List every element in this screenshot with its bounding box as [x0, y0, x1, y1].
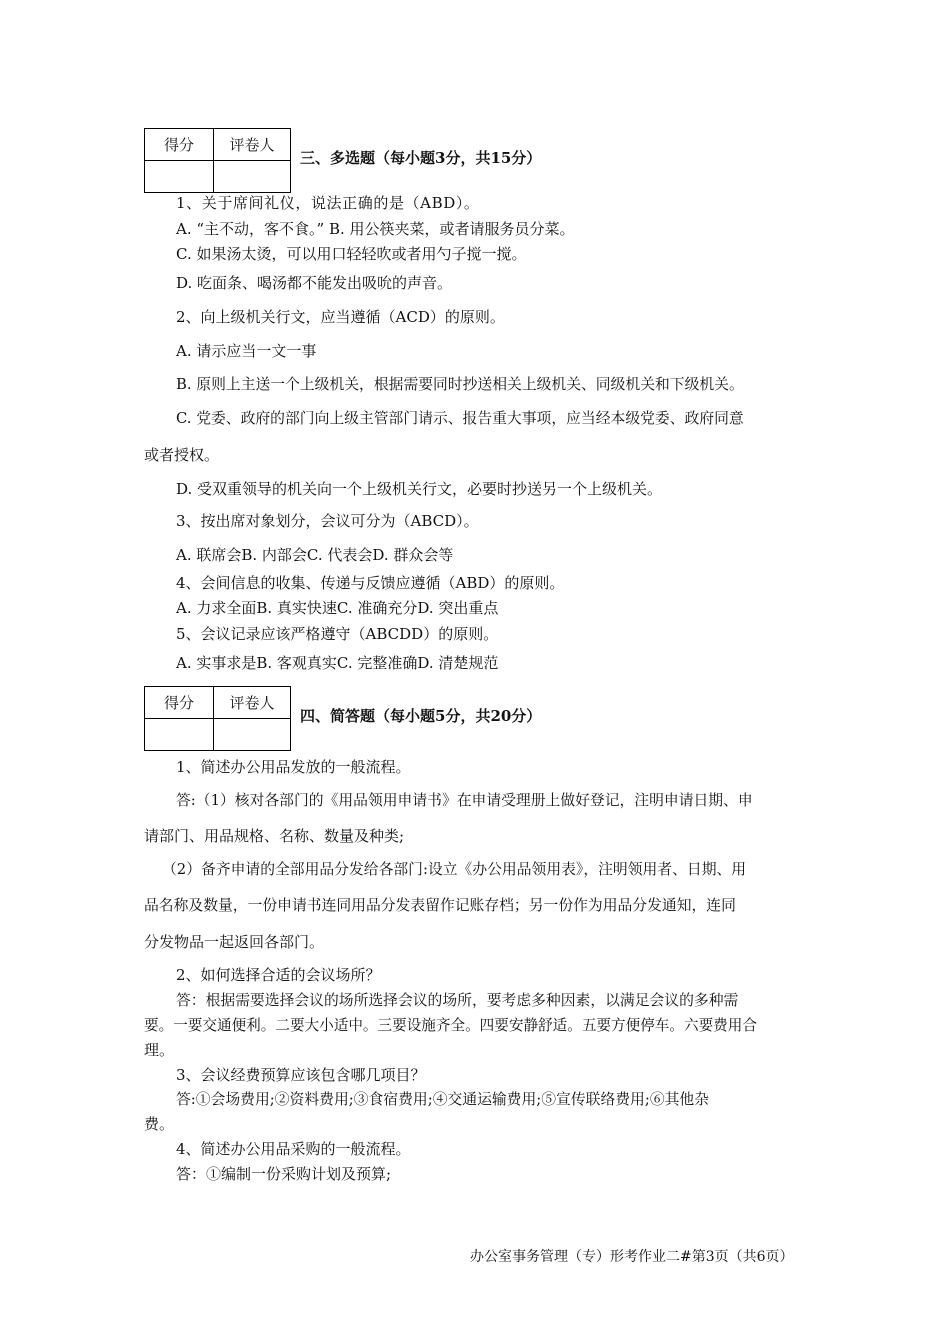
page-footer: 办公室事务管理（专）形考作业二#第3页（共6页）: [470, 1249, 794, 1265]
s3-line-11: 3、按出席对象划分，会议可分为（ABCD）。: [176, 512, 479, 530]
s3-line-8: C. 党委、政府的部门向上级主管部门请示、报告重大事项，应当经本级党委、政府同意: [176, 410, 744, 427]
grader-cell: [214, 719, 291, 751]
s4-line-5: 品名称及数量，一份申请书连同用品分发表留作记账存档；另一份作为用品分发通知，连同: [144, 897, 736, 914]
section3-title: 三、多选题（每小题3分，共15分）: [300, 149, 542, 167]
s4-line-7: 2、如何选择合适的会议场所？: [176, 966, 381, 984]
s3-line-2: A. “主不动，客不食。” B. 用公筷夹菜，或者请服务员分菜。: [176, 220, 575, 238]
s4-line-8: 答：根据需要选择会议的场所选择会议的场所，要考虑多种因素，以满足会议的多种需: [176, 992, 739, 1009]
score-cell: [145, 719, 214, 751]
s4-line-1: 1、简述办公用品发放的一般流程。: [176, 758, 411, 776]
s3-line-4: D. 吃面条、喝汤都不能发出吸吮的声音。: [176, 274, 453, 292]
s3-line-16: A. 实事求是B. 客观真实C. 完整准确D. 清楚规范: [176, 654, 499, 672]
grader-header: 评卷人: [214, 129, 291, 161]
s4-line-6: 分发物品一起返回各部门。: [144, 933, 325, 951]
score-header: 得分: [145, 129, 214, 161]
s4-line-2: 答:（1）核对各部门的《用品领用申请书》在申请受理册上做好登记，注明申请日期、申: [176, 792, 753, 809]
s4-line-14: 4、简述办公用品采购的一般流程。: [176, 1140, 411, 1158]
grader-cell: [214, 161, 291, 193]
s4-line-11: 3、会议经费预算应该包含哪几项目？: [176, 1066, 426, 1084]
s4-line-12: 答:①会场费用;②资料费用;③食宿费用;④交通运输费用;⑤宣传联络费用;⑥其他杂: [176, 1091, 710, 1108]
s4-line-15: 答：①编制一份采购计划及预算;: [176, 1165, 392, 1183]
s3-line-10: D. 受双重领导的机关向一个上级机关行文，必要时抄送另一个上级机关。: [176, 480, 663, 498]
s3-line-6: A. 请示应当一文一事: [176, 342, 317, 360]
s3-line-5: 2、向上级机关行文，应当遵循（ACD）的原则。: [176, 308, 505, 326]
s3-line-7: B. 原则上主送一个上级机关，根据需要同时抄送相关上级机关、同级机关和下级机关。: [176, 376, 744, 393]
s3-line-12: A. 联席会B. 内部会C. 代表会D. 群众会等: [176, 546, 454, 564]
s4-line-3: 请部门、用品规格、名称、数量及种类;: [144, 827, 405, 845]
s3-line-15: 5、会议记录应该严格遵守（ABCDD）的原则。: [176, 625, 499, 643]
s4-line-10: 理。: [144, 1041, 175, 1059]
s4-line-9: 要。一要交通便利。二要大小适中。三要设施齐全。四要安静舒适。五要方便停车。六要费用合: [144, 1017, 757, 1034]
score-table-section4: [144, 686, 291, 751]
s3-line-1: 1、关于席间礼仪，说法正确的是（ABD）。: [176, 194, 480, 212]
s3-line-13: 4、会间信息的收集、传递与反馈应遵循（ABD）的原则。: [176, 574, 565, 592]
score-table-section3: [144, 128, 291, 193]
grader-header: 评卷人: [214, 687, 291, 719]
s4-line-4: （2）备齐申请的全部用品分发给各部门:设立《办公用品领用表》，注明领用者、日期、用: [162, 861, 747, 878]
score-cell: [145, 161, 214, 193]
s3-line-3: C. 如果汤太烫，可以用口轻轻吹或者用勺子搅一搅。: [176, 245, 527, 263]
s3-line-14: A. 力求全面B. 真实快速C. 准确充分D. 突出重点: [176, 599, 499, 617]
section4-title: 四、简答题（每小题5分，共20分）: [300, 707, 542, 725]
s4-line-13: 费。: [144, 1115, 175, 1133]
s3-line-9: 或者授权。: [144, 446, 220, 464]
score-header: 得分: [145, 687, 214, 719]
